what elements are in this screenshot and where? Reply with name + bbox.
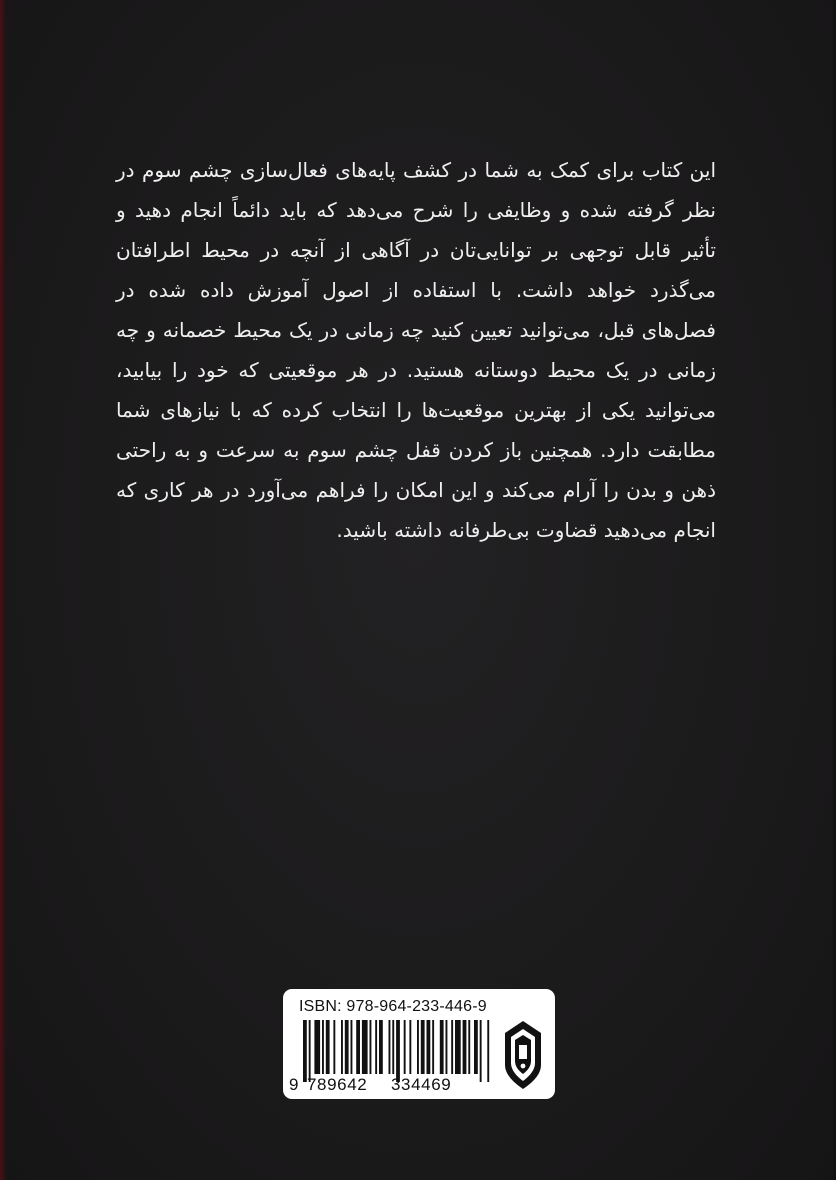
isbn-number: ISBN: 978-964-233-446-9 — [299, 998, 487, 1015]
publisher-logo-icon — [501, 1019, 545, 1091]
barcode-digit-lead: 9 — [289, 1075, 300, 1094]
isbn-label-box — [283, 989, 555, 1099]
barcode-digit-group-2: 334469 — [391, 1075, 452, 1094]
book-blurb: این کتاب برای کمک به شما در کشف پایه‌های فعال‌سازی چشم سوم در نظر گرفته شده و وظایفی را شرح می‌دهد که باید دائماً انجام دهید و تأثیر قابل توجهی بر توانایی‌تان در آگاهی از آنچه در محیط اطرافتان می‌گذرد خواهد داشت. با استفاده از اصول آموزش داده شده در فصل‌های قبل، می‌توانید تعیین کنید چه زمانی در یک محیط خصمانه و چه زمانی در یک محیط دوستانه هستید. در هر موقعیتی که خود را بیابید، می‌توانید یکی از بهترین موقعیت‌ها را انتخاب کرده که با نیازهای شما مطابقت دارد. همچنین باز کردن قفل چشم سوم به سرعت و به راحتی ذهن و بدن را آرام می‌کند و این امکان را فراهم می‌آورد در هر کاری که انجام می‌دهید قضاوت بی‌طرفانه داشته باشید. — [116, 158, 716, 542]
barcode-digit-group-1: 789642 — [307, 1075, 368, 1094]
barcode-digits — [289, 1075, 495, 1095]
spine-edge — [0, 0, 7, 1180]
barcode-icon — [303, 1020, 493, 1082]
right-edge-shadow — [831, 0, 836, 1180]
